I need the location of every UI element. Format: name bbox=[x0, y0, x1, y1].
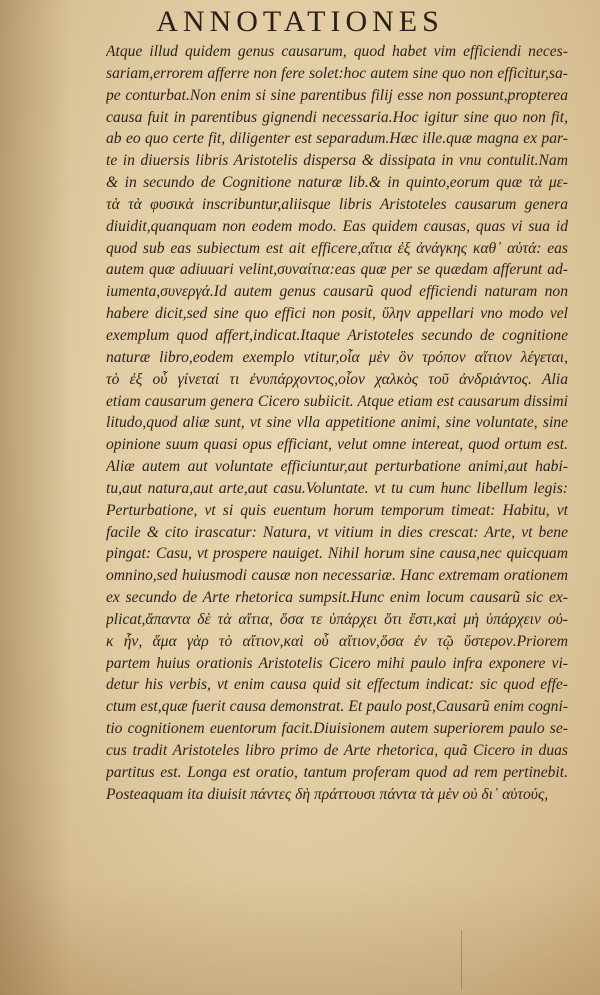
text-line: ab eo quo certe fit, diligenter est separadum.Hæc ille.quæ magna ex par- bbox=[106, 130, 568, 148]
text-line: quod sub eas subiectum est ait efficere,αἴτια ἐξ ἀνάγκης καθ᾽ αὑτά: eas bbox=[106, 239, 568, 257]
text-line: opinione suum quasi opus efficiant, velut omne intereat, quod ortum est. bbox=[106, 436, 568, 454]
paper-crease bbox=[461, 930, 462, 990]
text-line: omnino,sed huiusmodi causæ non necessariæ. Hanc extremam orationem bbox=[106, 567, 568, 585]
text-line: sariam,errorem afferre non fere solet:hoc autem sine quo non efficitur,sa- bbox=[106, 64, 568, 82]
text-line: autem quæ adiuuari velint,συναίτια:eas quæ per se quædam afferunt ad- bbox=[106, 261, 568, 279]
text-line: Posteaquam ita diuisit πάντες δὴ πράττουσι πάντα τὰ μὲν οὐ δι᾽ αὑτούς, bbox=[106, 785, 549, 803]
text-line: pingat: Casu, vt prospere nauiget. Nihil horum sine causa,nec quicquam bbox=[106, 545, 568, 563]
text-line: & in secundo de Cognitione naturæ lib.& in quinto,eorum quæ τὰ με- bbox=[106, 174, 568, 192]
text-line: partitus est. Longa est oratio, tantum proferam quod ad rem pertinebit. bbox=[106, 763, 568, 781]
text-line: τὰ τὰ φυσικὰ inscribuntur,aliisque libris Aristoteles causarum genera bbox=[106, 195, 568, 213]
annotation-text-block bbox=[106, 41, 568, 806]
text-line: Perturbatione, vt si quis euentum horum temporum timeat: Habitu, vt bbox=[106, 501, 568, 519]
text-line: cus tradit Aristoteles libro primo de Arte rhetorica, quã Cicero in duas bbox=[106, 742, 568, 759]
text-line: etiam causarum genera Cicero subiicit. Atque etiam est causarum dissimi bbox=[106, 392, 568, 410]
text-line: κ ἦν, ἅμα γὰρ τὸ αἴτιον,καὶ οὗ αἴτιον,ὅσα ἐν τῷ ὕστερον.Priorem bbox=[106, 632, 568, 650]
text-line: ctum est,quæ fuerit causa demonstrat. Et paulo post,Causarũ enim cogni- bbox=[106, 698, 568, 716]
running-head: ANNOTATIONES bbox=[156, 5, 444, 38]
text-line: Aliæ autem aut voluntate efficiuntur,aut perturbatione animi,aut habi- bbox=[106, 458, 568, 476]
text-line: τὸ ἐξ οὗ γίνεταί τι ἐνυπάρχοντος,οἷον χαλκὸς τοῦ ἀνδριάντος. Alia bbox=[106, 370, 568, 388]
text-line: habere dicit,sed sine quo effici non posit, ὕλην appellari vno modo vel bbox=[106, 305, 568, 323]
text-line: tio cognitionem euentorum facit.Diuisionem autem superiorem paulo se- bbox=[106, 720, 568, 738]
text-line: exemplum quod affert,indicat.Itaque Aristoteles secundo de cognitione bbox=[106, 326, 568, 344]
text-line: causa fuit in parentibus gignendi necessaria.Hoc igitur sine quo non fit, bbox=[106, 108, 568, 126]
text-line: partem huius orationis Aristotelis Cicero mihi paulo infra exponere vi- bbox=[106, 654, 568, 672]
text-line: plicat,ἅπαντα δὲ τὰ αἴτια, ὅσα τε ὑπάρχει ὅτι ἔστι,καὶ μὴ ὑπάρχειν οὐ- bbox=[106, 610, 568, 628]
text-line: naturæ libro,eodem exemplo vtitur,οἷα μὲν ὃν τρόπον αἴτιον λέγεται, bbox=[106, 348, 568, 366]
page-edge-tone bbox=[0, 875, 600, 995]
text-line: litudo,quod aliæ sunt, vt sine vlla appetitione animi, sine voluntate, sine bbox=[106, 414, 568, 432]
text-line: te in diuersis libris Aristotelis dispersa & dissipata in vnu contulit.Nam bbox=[106, 152, 568, 170]
binding-shadow bbox=[0, 0, 70, 995]
text-line: Atque illud quidem genus causarum, quod habet vim efficiendi neces- bbox=[106, 43, 568, 60]
text-line: diuidit,quanquam non eodem modo. Eas quidem causas, quas vi sua id bbox=[106, 217, 568, 235]
text-line: tu,aut natura,aut arte,aut casu.Voluntate. vt tu cum hunc libellum legis: bbox=[106, 479, 568, 497]
text-line: pe conturbat.Non enim si sine parentibus filij esse non possunt,propterea bbox=[106, 86, 568, 104]
text-line: detur his verbis, vt enim causa quid sit effectum indicat: sic quod effe- bbox=[106, 676, 568, 694]
text-line: facile & cito irascatur: Natura, vt vitium in dies crescat: Arte, vt bene bbox=[106, 523, 568, 541]
text-line: iumenta,συνεργά.Id autem genus causarũ quod efficiendi naturam non bbox=[106, 283, 568, 301]
text-line: ex secundo de Arte rhetorica sumpsit.Hunc enim locum causarũ sic ex- bbox=[106, 589, 568, 607]
